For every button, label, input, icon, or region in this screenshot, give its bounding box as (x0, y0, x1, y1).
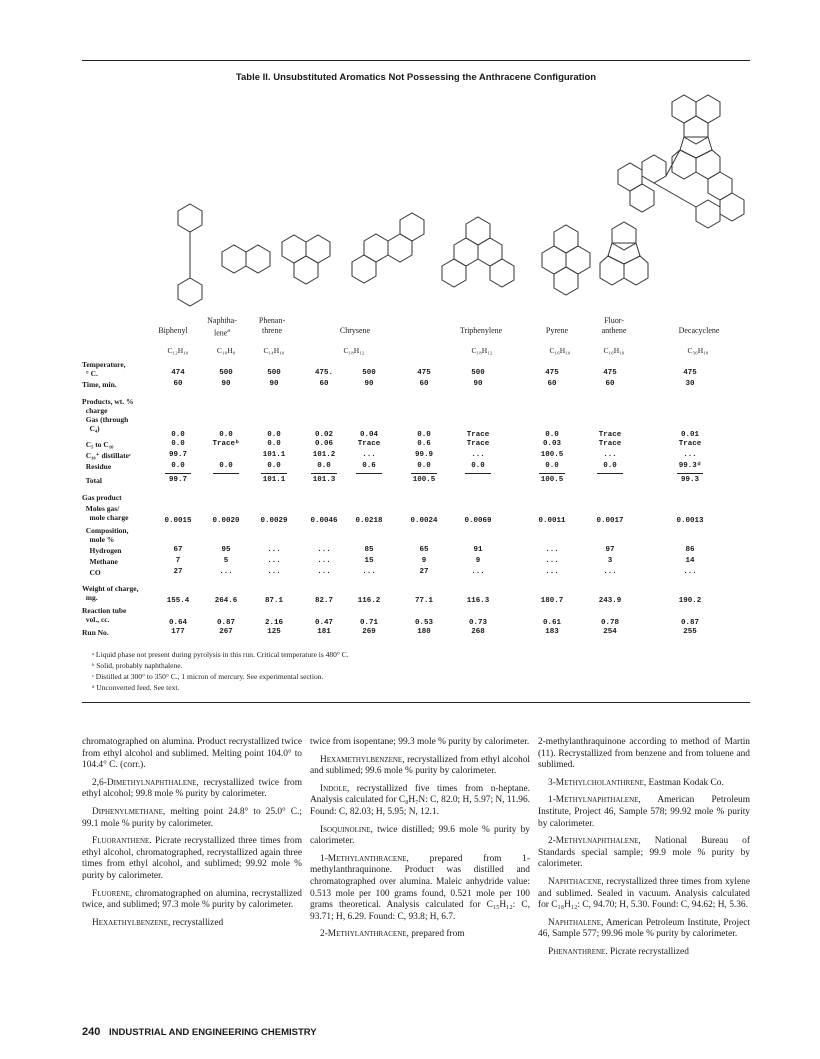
cell-co-0: 27 (173, 568, 183, 576)
cell-h2-4: 85 (364, 546, 374, 554)
paragraph (538, 918, 750, 941)
paragraph-text: American Petroleum Institute, Project 46, Sample 577; 99.96 mole % purity by calorimeter. (538, 917, 750, 940)
total-underline (597, 473, 623, 474)
paragraph (310, 825, 530, 848)
top-rule (82, 60, 750, 61)
cell-co-6: ... (471, 568, 485, 576)
paragraph (538, 836, 750, 871)
cell-wt-2: 87.1 (264, 597, 283, 605)
formula-triphenylene: C₁₈H₁₂ (471, 346, 493, 355)
compound-name: 2-Methylnaphthalene, (548, 836, 641, 847)
cell-c5-7: 0.03 (542, 440, 561, 448)
cell-run-0: 177 (171, 628, 185, 636)
compound-name: Isoquinoline, (320, 824, 373, 835)
cell-h2-3: ... (317, 546, 331, 554)
paragraph (82, 918, 302, 930)
naphthalene-structure-icon (222, 245, 270, 273)
cell-moles-1: 0.0020 (212, 517, 240, 525)
cell-vol-4: 0.71 (359, 619, 378, 627)
cell-h2-5: 65 (419, 546, 429, 554)
cell-run-4: 269 (362, 628, 376, 636)
cell-temp-3: 475. (314, 369, 333, 377)
paragraph-text: American Petroleum Institute, Project 46, Sample 578; 99.92 mole % purity by calorimeter. (538, 795, 750, 829)
cell-co-4: ... (362, 568, 376, 576)
cell-wt-3: 82.7 (314, 597, 333, 605)
cell-wt-5: 77.1 (414, 597, 433, 605)
chrysene-structure-icon (352, 213, 424, 283)
decacyclene-structure-icon (618, 95, 744, 228)
cell-time-2: 90 (269, 380, 279, 388)
row-label-c5c10: C₅ to C₁₀ (82, 440, 114, 449)
cell-co-8: ... (603, 568, 617, 576)
header-fluoranthene: Fluor- anthene (601, 316, 627, 335)
cell-vol-6: 0.73 (468, 619, 487, 627)
cell-c5-6: Trace (466, 440, 490, 448)
compound-name: 1-Methylnaphthalene, (548, 795, 641, 806)
cell-time-8: 60 (605, 380, 615, 388)
paragraph-text: recrystallized from ethyl alcohol and sublimed; 99.6 mole % purity by calorimeter. (310, 754, 530, 777)
row-label-run-no: Run No. (82, 628, 109, 637)
cell-run-7: 183 (545, 628, 559, 636)
row-label-moles-gas: Moles gas/ mole charge (85, 504, 129, 522)
header-biphenyl: Biphenyl (158, 326, 188, 335)
cell-co-9: ... (683, 568, 697, 576)
row-label-gas-through: Gas (through C₄) (85, 415, 129, 433)
formula-chrysene: C₁₈H₁₂ (343, 346, 365, 355)
compound-name: Indole, (320, 783, 350, 794)
cell-res-2: 0.0 (267, 462, 281, 470)
total-underline (539, 473, 565, 474)
paragraph-text: twice from isopentane; 99.3 mole % purity by calorimeter. (310, 737, 530, 747)
paragraph-text: 2-methylanthraquinone according to method of Martin (11). Recrystallized from benzene and from toluene and sublimed. (538, 737, 750, 771)
row-label-products: Products, wt. % charge (82, 397, 134, 415)
cell-ch4-8: 3 (607, 557, 613, 565)
page-number: 240 (82, 1026, 101, 1038)
compound-name: 1-Methylanthracene, (320, 853, 409, 864)
compound-name: Naphthalene, (548, 917, 604, 928)
row-label-gas-product: Gas product (82, 493, 122, 502)
paragraph (538, 737, 750, 772)
cell-gas-5: 0.0 (417, 431, 431, 439)
header-triphenylene: Triphenylene (459, 326, 503, 335)
cell-temp-7: 475 (545, 369, 559, 377)
row-label-total: Total (82, 476, 103, 485)
cell-vol-0: 0.64 (168, 619, 187, 627)
paragraph (310, 737, 530, 749)
cell-run-5: 180 (417, 628, 431, 636)
cell-gas-1: 0.0 (219, 431, 233, 439)
cell-temp-2: 500 (267, 369, 281, 377)
paragraph-text: Picrate recrystallized (607, 946, 689, 957)
paragraph-text: recrystallized twice from ethyl alcohol; 99.8 mole % purity by calorimeter. (82, 777, 302, 800)
row-label-reaction-tube: Reaction tube vol., cc. (82, 606, 127, 624)
cell-gas-0: 0.0 (171, 431, 185, 439)
paragraph (82, 836, 302, 882)
cell-res-5: 0.0 (417, 462, 431, 470)
cell-res-9: 99.3ᵈ (678, 462, 702, 470)
cell-dist-0: 99.7 (168, 451, 187, 459)
cell-time-0: 60 (173, 380, 183, 388)
cell-dist-3: 101.2 (312, 451, 336, 459)
formula-biphenyl: C₁₂H₁₀ (167, 346, 189, 355)
paragraph (82, 807, 302, 830)
cell-c5-2: 0.0 (267, 440, 281, 448)
cell-vol-8: 0.78 (600, 619, 619, 627)
cell-ch4-0: 7 (175, 557, 181, 565)
table-title: Table II. Unsubstituted Aromatics Not Possessing the Anthracene Configuration (235, 72, 597, 83)
cell-moles-9: 0.0013 (676, 517, 704, 525)
paragraph-text: chromatographed on alumina. Product recrystallized twice from ethyl alcohol and sublimed. Melting point 104.0° to 104.4° C. (corr.). (82, 737, 302, 771)
row-label-weight-charge: Weight of charge, mg. (82, 584, 139, 602)
formula-phenanthrene: C₁₄H₁₀ (263, 346, 285, 355)
cell-time-6: 90 (473, 380, 483, 388)
cell-moles-7: 0.0011 (538, 517, 566, 525)
cell-gas-8: Trace (598, 431, 622, 439)
cell-h2-2: ... (267, 546, 281, 554)
compound-name: Diphenylmethane, (92, 806, 166, 817)
paragraph (310, 929, 530, 941)
cell-ch4-1: 5 (223, 557, 229, 565)
formula-pyrene: C₁₆H₁₀ (549, 346, 571, 355)
cell-moles-3: 0.0046 (310, 517, 338, 525)
paragraph (538, 795, 750, 830)
cell-res-0: 0.0 (171, 462, 185, 470)
total-underline (311, 473, 337, 474)
formula-decacyclene: C₃₆H₁₈ (687, 346, 709, 355)
cell-gas-7: 0.0 (545, 431, 559, 439)
paragraph-text: National Bureau of Standards special sample; 99.9 mole % purity by calorimeter. (538, 836, 750, 870)
cell-run-6: 268 (471, 628, 485, 636)
cell-gas-4: 0.04 (359, 431, 378, 439)
cell-co-1: ... (219, 568, 233, 576)
paragraph-text: recrystallized (170, 917, 224, 928)
cell-moles-8: 0.0017 (596, 517, 624, 525)
paragraph-text: melting point 24.8° to 25.0° C.; 99.1 mole % purity by calorimeter. (82, 806, 302, 829)
cell-wt-8: 243.9 (598, 597, 622, 605)
cell-res-6: 0.0 (471, 462, 485, 470)
cell-gas-9: 0.01 (680, 431, 699, 439)
formula-fluoranthene: C₁₆H₁₀ (603, 346, 625, 355)
cell-c5-9: Trace (678, 440, 702, 448)
page-footer (82, 1026, 317, 1038)
cell-dist-2: 101.1 (262, 451, 286, 459)
cell-res-4: 0.6 (362, 462, 376, 470)
total-underline (165, 473, 191, 474)
cell-time-9: 30 (685, 380, 695, 388)
footnote-d: ᵈ Unconverted feed. See text. (92, 683, 180, 692)
paragraph (310, 784, 530, 819)
paragraph-text: prepared from (408, 929, 465, 940)
paragraph (82, 889, 302, 912)
paragraph-text: prepared from 1-methylanthraquinone. Product was distilled and chromatographed over alumina. Maleic anhydride value: 0.513 mole per 100 grams found, 0.521 mole per 100 grams theoretical. Analysis calculated for C₁₅H₁₂: C, 93.71; H, 6.29. Found: C, 93.8; H, 6.7. (310, 853, 530, 922)
row-label-time: Time, min. (82, 380, 117, 389)
cell-wt-4: 116.2 (357, 597, 381, 605)
cell-co-7: ... (545, 568, 559, 576)
compound-name: Fluorene, (92, 888, 133, 899)
cell-dist-6: ... (471, 451, 485, 459)
structure-drawings (82, 92, 750, 312)
cell-h2-8: 97 (605, 546, 615, 554)
cell-dist-5: 99.9 (414, 451, 433, 459)
row-label-temperature: Temperature, ° C. (82, 360, 126, 378)
cell-wt-0: 155.4 (166, 597, 190, 605)
header-naphthalene-name: Naphtha- lene (207, 316, 237, 338)
cell-run-1: 267 (219, 628, 233, 636)
cell-ch4-3: ... (317, 557, 331, 565)
cell-h2-6: 91 (473, 546, 483, 554)
cell-time-3: 60 (319, 380, 329, 388)
cell-dist-7: 100.5 (540, 451, 564, 459)
cell-wt-9: 190.2 (678, 597, 702, 605)
cell-moles-2: 0.0029 (260, 517, 288, 525)
compound-name: 3-Methylcholanthrene, (548, 777, 647, 788)
cell-c5-1: Traceᵇ (212, 440, 240, 448)
cell-co-2: ... (267, 568, 281, 576)
cell-total-7: 100.5 (540, 476, 564, 484)
phenanthrene-structure-icon (282, 235, 330, 284)
header-naphthalene-note: a (227, 328, 230, 334)
cell-h2-1: 95 (221, 546, 231, 554)
cell-ch4-4: 15 (364, 557, 374, 565)
cell-h2-9: 86 (685, 546, 695, 554)
paragraph (310, 755, 530, 778)
paragraph (538, 947, 750, 959)
header-chrysene: Chrysene (339, 326, 371, 335)
cell-moles-6: 0.0069 (464, 517, 492, 525)
footnote-b: ᵇ Solid, probably naphthalene. (92, 661, 183, 670)
footnote-a: ᵃ Liquid phase not present during pyrolysis in this run. Critical temperature is 480° C. (92, 650, 349, 659)
cell-ch4-6: 9 (475, 557, 481, 565)
cell-time-4: 90 (364, 380, 374, 388)
text-column-1 (82, 737, 302, 935)
footnote-c: ᶜ Distilled at 300° to 350° C., 1 micron of mercury. See experimental section. (92, 672, 324, 681)
cell-vol-1: 0.87 (216, 619, 235, 627)
cell-temp-8: 475 (603, 369, 617, 377)
cell-co-5: 27 (419, 568, 429, 576)
cell-temp-9: 475 (683, 369, 697, 377)
cell-c5-5: 0.6 (417, 440, 431, 448)
journal-name: INDUSTRIAL AND ENGINEERING CHEMISTRY (109, 1027, 317, 1038)
cell-vol-9: 0.87 (680, 619, 699, 627)
header-phenanthrene: Phenan- threne (258, 316, 286, 335)
cell-res-1: 0.0 (219, 462, 233, 470)
cell-temp-6: 500 (471, 369, 485, 377)
triphenylene-structure-icon (442, 217, 514, 287)
cell-run-2: 125 (267, 628, 281, 636)
cell-vol-7: 0.61 (542, 619, 561, 627)
cell-dist-8: ... (603, 451, 617, 459)
compound-name: Naphthacene, (548, 876, 604, 887)
compound-name: Hexamethylbenzene, (320, 754, 405, 765)
cell-wt-1: 264.6 (214, 597, 238, 605)
cell-total-3: 101.3 (312, 476, 336, 484)
cell-temp-1: 500 (219, 369, 233, 377)
paragraph (82, 778, 302, 801)
pyrene-structure-icon (542, 225, 590, 295)
row-label-composition: Composition, mole % (85, 526, 129, 544)
cell-dist-4: ... (362, 451, 376, 459)
compound-name: Fluoranthene. (92, 836, 152, 847)
cell-total-5: 100.5 (412, 476, 436, 484)
total-underline (411, 473, 437, 474)
header-naphthalene (196, 316, 248, 339)
total-underline (261, 473, 287, 474)
header-decacyclene: Decacyclene (678, 326, 720, 335)
cell-c5-0: 0.0 (171, 440, 185, 448)
paragraph-text: chromatographed on alumina, recrystallized twice, and sublimed; 97.3 mole % purity by calorimeter. (82, 888, 302, 911)
cell-moles-4: 0.0218 (355, 517, 383, 525)
cell-h2-0: 67 (173, 546, 183, 554)
cell-run-9: 255 (683, 628, 697, 636)
cell-time-7: 60 (547, 380, 557, 388)
row-label-co: CO (82, 568, 101, 577)
cell-co-3: ... (317, 568, 331, 576)
cell-dist-9: ... (683, 451, 697, 459)
row-label-c10-distillate: C₁₀⁺ distillateᶜ (82, 451, 131, 460)
bottom-rule (82, 702, 750, 703)
cell-c5-3: 0.06 (314, 440, 333, 448)
cell-ch4-2: ... (267, 557, 281, 565)
row-label-methane: Methane (82, 557, 118, 566)
total-underline (677, 473, 703, 474)
total-underline (356, 473, 382, 474)
cell-time-5: 60 (419, 380, 429, 388)
cell-gas-3: 0.02 (314, 431, 333, 439)
cell-vol-2: 2.16 (264, 619, 283, 627)
cell-c5-4: Trace (357, 440, 381, 448)
compound-name: Hexaethylbenzene, (92, 917, 171, 928)
cell-res-3: 0.0 (317, 462, 331, 470)
paragraph-text: Eastman Kodak Co. (646, 777, 724, 788)
row-label-residue: Residue (82, 462, 112, 471)
cell-res-7: 0.0 (545, 462, 559, 470)
cell-total-2: 101.1 (262, 476, 286, 484)
cell-ch4-7: ... (545, 557, 559, 565)
paragraph (538, 877, 750, 912)
cell-ch4-5: 9 (421, 557, 427, 565)
row-label-hydrogen: Hydrogen (82, 546, 122, 555)
cell-moles-0: 0.0015 (164, 517, 192, 525)
cell-total-0: 99.7 (168, 476, 187, 484)
paragraph-text: recrystallized three times from xylene and sublimed. Sealed in vacuum. Analysis calculated for C₁₈H₁₂: C, 94.70; H, 5.30. Found: C, 94.62; H, 5.36. (538, 876, 750, 911)
cell-temp-4: 500 (362, 369, 376, 377)
cell-temp-0: 474 (171, 369, 185, 377)
formula-naphthalene: C₁₀H₈ (216, 346, 236, 355)
cell-vol-3: 0.47 (314, 619, 333, 627)
cell-gas-6: Trace (466, 431, 490, 439)
cell-temp-5: 475 (417, 369, 431, 377)
total-underline (465, 473, 491, 474)
paragraph (538, 778, 750, 790)
paragraph-text: twice distilled; 99.6 mole % purity by calorimeter. (310, 824, 530, 847)
cell-run-3: 181 (317, 628, 331, 636)
text-column-2 (310, 737, 530, 947)
paragraph (310, 854, 530, 924)
cell-total-9: 99.3 (680, 476, 699, 484)
paragraph-text: Picrate recrystallized three times from ethyl alcohol, chromatographed, recrystallized again three times from ethyl alcohol, and sublimed; 99.92 mole % purity by calorimeter. (82, 836, 302, 881)
cell-moles-5: 0.0024 (410, 517, 438, 525)
header-pyrene: Pyrene (545, 326, 569, 335)
cell-h2-7: ... (545, 546, 559, 554)
cell-c5-8: Trace (598, 440, 622, 448)
fluoranthene-structure-icon (600, 222, 648, 285)
cell-vol-5: 0.53 (414, 619, 433, 627)
paragraph (82, 737, 302, 772)
cell-run-8: 254 (603, 628, 617, 636)
cell-res-8: 0.0 (603, 462, 617, 470)
compound-name: 2,6-Dimethylnaphthalene, (92, 777, 199, 788)
compound-name: 2-Methylanthracene, (320, 929, 409, 940)
cell-ch4-9: 14 (685, 557, 695, 565)
paragraph-text: recrystallized five times from n-heptane. Analysis calculated for C₈H₇N: C, 82.0; H, 5.97; N, 11.96. Found: C, 82.03; H, 5.95; N, 12.1. (310, 783, 530, 817)
compound-name: Phenanthrene. (548, 946, 608, 957)
biphenyl-structure-icon (178, 204, 202, 306)
total-underline (213, 473, 239, 474)
text-column-3 (538, 737, 750, 965)
cell-wt-7: 180.7 (540, 597, 564, 605)
cell-gas-2: 0.0 (267, 431, 281, 439)
cell-time-1: 90 (221, 380, 231, 388)
cell-wt-6: 116.3 (466, 597, 490, 605)
